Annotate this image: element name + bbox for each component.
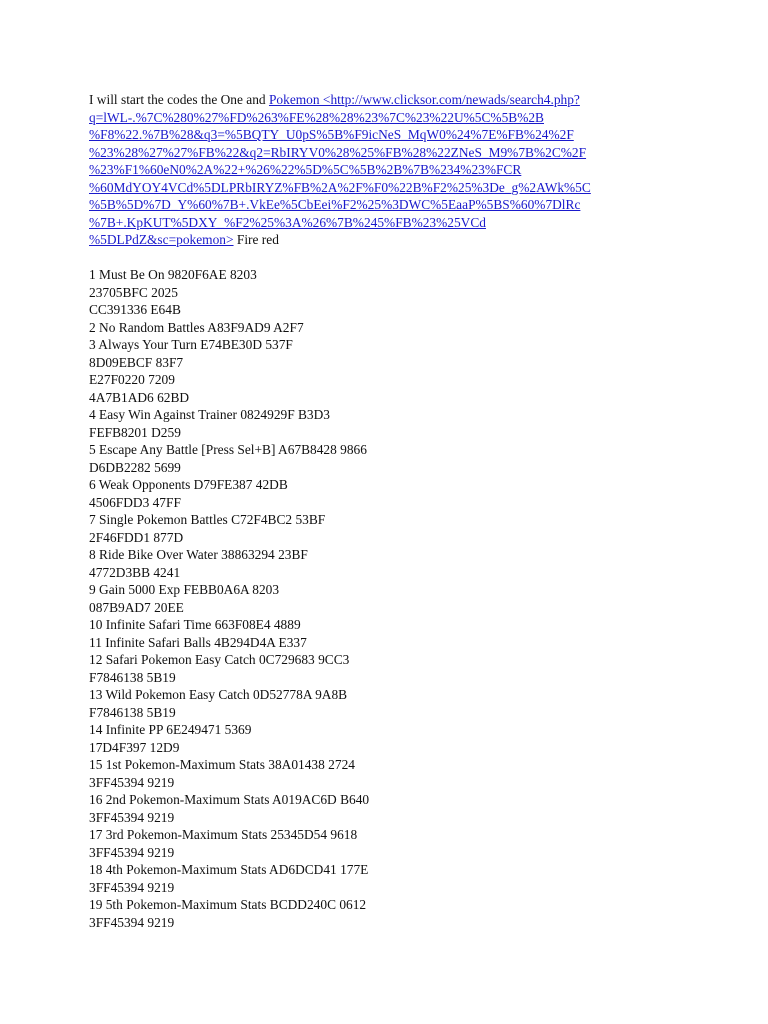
code-line: CC391336 E64B bbox=[89, 302, 181, 317]
code-line: 3 Always Your Turn E74BE30D 537F bbox=[89, 337, 293, 352]
document-page bbox=[89, 91, 679, 931]
link-text-line[interactable]: %60MdYOY4VCd%5DLPRbIRYZ%FB%2A%2F%F0%22B%F2%25%3De_g%2AWk%5C bbox=[89, 179, 591, 195]
pokemon-link[interactable] bbox=[89, 92, 591, 247]
code-line: 3FF45394 9219 bbox=[89, 914, 175, 930]
code-line: 17D4F397 12D9 bbox=[89, 739, 180, 755]
code-line: 1 Must Be On 9820F6AE 8203 bbox=[89, 267, 257, 282]
code-line: 12 Safari Pokemon Easy Catch 0C729683 9CC3 bbox=[89, 652, 350, 667]
code-line: 3FF45394 9219 bbox=[89, 844, 175, 860]
link-text-line[interactable]: q=lWL-.%7C%280%27%FD%263%FE%28%28%23%7C%23%22U%5C%5B%2B bbox=[89, 109, 544, 125]
link-text-line[interactable]: %F8%22.%7B%28&q3=%5BQTY_U0pS%5B%F9icNeS_MqW0%24%7E%FB%24%2F bbox=[89, 127, 574, 142]
code-line: 9 Gain 5000 Exp FEBB0A6A 8203 bbox=[89, 582, 280, 597]
code-line: 4772D3BB 4241 bbox=[89, 564, 181, 580]
code-line: 2 No Random Battles A83F9AD9 A2F7 bbox=[89, 319, 304, 335]
code-line: 087B9AD7 20EE bbox=[89, 599, 184, 615]
link-text-line[interactable]: %23%28%27%27%FB%22&q2=RbIRYV0%28%25%FB%28%22ZNeS_M9%7B%2C%2F bbox=[89, 144, 587, 160]
code-line: 6 Weak Opponents D79FE387 42DB bbox=[89, 477, 288, 492]
link-text-line[interactable]: %23%F1%60eN0%2A%22+%26%22%5D%5C%5B%2B%7B%234%23%FCR bbox=[89, 162, 522, 177]
code-line: 5 Escape Any Battle [Press Sel+B] A67B8428 9866 bbox=[89, 442, 367, 457]
code-line: 3FF45394 9219 bbox=[89, 774, 175, 790]
code-line: 7 Single Pokemon Battles C72F4BC2 53BF bbox=[89, 512, 326, 527]
code-line: 3FF45394 9219 bbox=[89, 809, 175, 825]
link-text-line[interactable]: Pokemon <http://www.clicksor.com/newads/search4.php? bbox=[268, 92, 580, 107]
code-line: 17 3rd Pokemon-Maximum Stats 25345D54 9618 bbox=[89, 827, 358, 842]
code-line: 13 Wild Pokemon Easy Catch 0D52778A 9A8B bbox=[89, 687, 348, 702]
code-line: 10 Infinite Safari Time 663F08E4 4889 bbox=[89, 617, 301, 632]
code-line: D6DB2282 5699 bbox=[89, 459, 181, 475]
code-line: 23705BFC 2025 bbox=[89, 284, 178, 300]
code-line: 3FF45394 9219 bbox=[89, 879, 175, 895]
code-line: 8 Ride Bike Over Water 38863294 23BF bbox=[89, 547, 308, 562]
code-line: 19 5th Pokemon-Maximum Stats BCDD240C 0612 bbox=[89, 897, 367, 912]
code-line: 8D09EBCF 83F7 bbox=[89, 354, 184, 370]
code-line: 14 Infinite PP 6E249471 5369 bbox=[89, 722, 252, 737]
code-line: E27F0220 7209 bbox=[89, 372, 175, 387]
code-line: 4A7B1AD6 62BD bbox=[89, 389, 190, 405]
intro-suffix-text: Fire red bbox=[233, 232, 279, 247]
link-text-line[interactable]: %7B+.KpKUT%5DXY_%F2%25%3A%26%7B%245%FB%23%25VCd bbox=[89, 214, 486, 230]
code-line: F7846138 5B19 bbox=[89, 669, 176, 685]
link-text-line[interactable]: %5B%5D%7D_Y%60%7B+.VkEe%5CbEei%F2%25%3DWC%5EaaP%5BS%60%7DlRc bbox=[89, 197, 581, 212]
code-line: FEFB8201 D259 bbox=[89, 424, 181, 440]
code-line: 4506FDD3 47FF bbox=[89, 494, 181, 510]
intro-prefix-text: I will start the codes the One and bbox=[89, 92, 269, 107]
code-line: 11 Infinite Safari Balls 4B294D4A E337 bbox=[89, 634, 307, 650]
intro-paragraph bbox=[89, 91, 679, 249]
code-line: 16 2nd Pokemon-Maximum Stats A019AC6D B640 bbox=[89, 792, 370, 807]
link-text-line[interactable]: %5DLPdZ&sc=pokemon> bbox=[89, 232, 234, 247]
code-line: 4 Easy Win Against Trainer 0824929F B3D3 bbox=[89, 407, 330, 422]
code-list bbox=[89, 266, 679, 931]
code-line: 15 1st Pokemon-Maximum Stats 38A01438 2724 bbox=[89, 757, 355, 772]
code-line: 2F46FDD1 877D bbox=[89, 529, 184, 545]
code-line: 18 4th Pokemon-Maximum Stats AD6DCD41 177E bbox=[89, 862, 369, 877]
code-line: F7846138 5B19 bbox=[89, 704, 176, 720]
